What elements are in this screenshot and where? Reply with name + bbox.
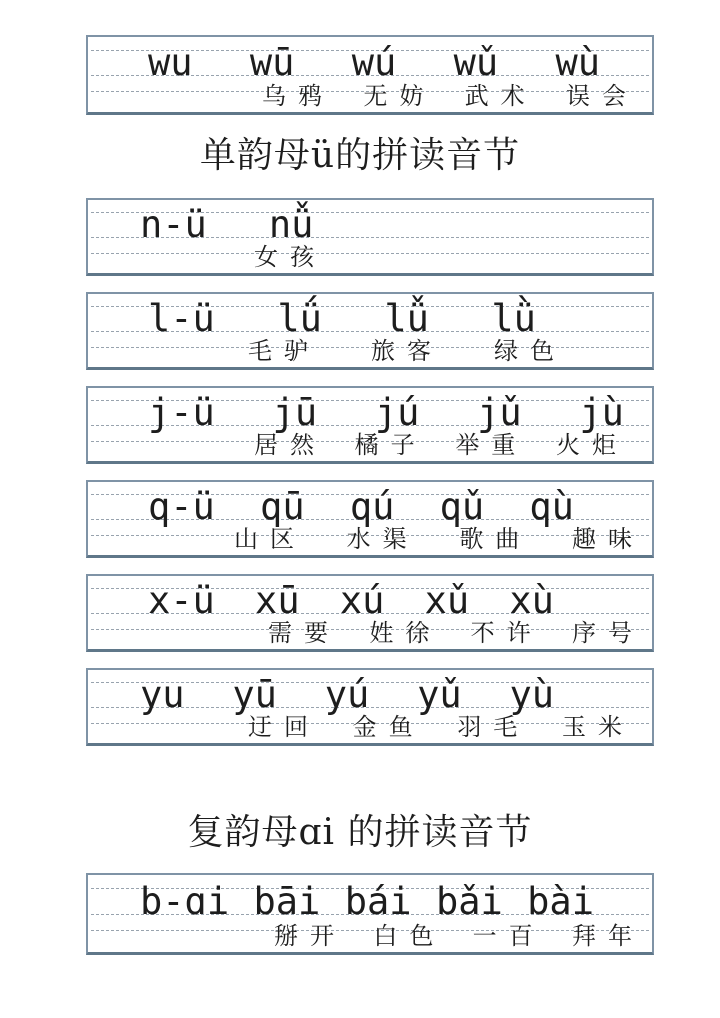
hanzi-word: 误会 — [565, 81, 638, 110]
hanzi-word: 趣味 — [571, 524, 644, 553]
syllable-row — [88, 482, 652, 529]
word-row — [88, 83, 652, 109]
hanzi-word: 女孩 — [254, 242, 326, 271]
hanzi-word: 武术 — [464, 81, 537, 110]
hanzi-word: 歌曲 — [459, 524, 532, 553]
hanzi-word: 居然 — [254, 430, 326, 459]
pinyin-syllable: wū — [249, 41, 295, 85]
word-row — [88, 620, 652, 646]
section-title-ai: 复韵母ɑi 的拼读音节 — [187, 812, 533, 853]
hanzi-word: 举重 — [455, 430, 528, 459]
pinyin-syllable: qū — [260, 485, 305, 529]
pinyin-syllable: n-ü — [140, 203, 207, 247]
pinyin-syllable: qǔ — [439, 485, 485, 529]
pinyin-syllable: wú — [351, 41, 397, 85]
pinyin-syllable: jú — [374, 391, 420, 435]
hanzi-word: 拜年 — [571, 921, 644, 950]
pinyin-syllable: yú — [324, 673, 370, 717]
hanzi-word: 绿色 — [494, 336, 566, 365]
pinyin-syllable: q-ü — [148, 485, 215, 529]
pinyin-syllable: lǜ — [491, 297, 536, 341]
section-title-u: 单韵母ü的拼读音节 — [199, 135, 521, 176]
pinyin-syllable: qú — [349, 485, 395, 529]
syllable-row — [88, 670, 652, 717]
pinyin-syllable: lǘ — [277, 297, 322, 341]
syllable-row — [88, 388, 652, 435]
hanzi-word: 羽毛 — [457, 712, 530, 741]
pinyin-syllable: bái — [344, 880, 412, 924]
hanzi-word: 玉米 — [561, 712, 634, 741]
pinyin-syllable: x-ü — [148, 579, 215, 623]
word-row — [88, 526, 652, 552]
hanzi-word: 白色 — [373, 921, 446, 950]
pinyin-syllable: l-ü — [148, 297, 215, 341]
hanzi-word: 迂回 — [248, 712, 320, 741]
pinyin-syllable: yù — [509, 673, 554, 717]
pinyin-syllable: bǎi — [435, 880, 503, 924]
syllable-row — [88, 576, 652, 623]
hanzi-word: 橘子 — [354, 430, 427, 459]
hanzi-word: 火炬 — [555, 430, 628, 459]
pinyin-syllable: wǔ — [453, 41, 499, 85]
word-row — [88, 714, 652, 740]
pinyin-box-lu — [86, 292, 654, 370]
pinyin-box-bai — [86, 873, 654, 955]
pinyin-box-nu — [86, 198, 654, 276]
pinyin-box-wu — [86, 35, 654, 115]
hanzi-word: 水渠 — [346, 524, 419, 553]
syllable-row — [88, 875, 652, 924]
pinyin-syllable: xū — [255, 579, 300, 623]
pinyin-syllable: lǚ — [384, 297, 429, 341]
word-row — [88, 432, 652, 458]
pinyin-syllable: bài — [527, 880, 594, 924]
pinyin-box-qu — [86, 480, 654, 558]
hanzi-word: 不许 — [470, 618, 543, 647]
pinyin-box-xu — [86, 574, 654, 652]
pinyin-syllable: b-ɑi — [140, 880, 230, 924]
pinyin-syllable: xǔ — [424, 579, 470, 623]
pinyin-syllable: j-ü — [148, 391, 215, 435]
hanzi-word: 金鱼 — [352, 712, 425, 741]
hanzi-word: 序号 — [571, 618, 644, 647]
syllable-row — [88, 37, 652, 85]
syllable-row — [88, 294, 652, 341]
hanzi-word: 姓徐 — [369, 618, 442, 647]
hanzi-word: 旅客 — [371, 336, 443, 365]
pinyin-syllable: bāi — [253, 880, 321, 924]
hanzi-word: 无妨 — [363, 81, 436, 110]
hanzi-word: 山区 — [234, 524, 306, 553]
hanzi-word: 需要 — [268, 618, 340, 647]
pinyin-syllable: wu — [148, 41, 193, 85]
pinyin-syllable: qù — [529, 485, 574, 529]
pinyin-syllable: jǔ — [477, 391, 522, 435]
pinyin-syllable: nǚ — [268, 203, 314, 247]
word-row — [88, 244, 652, 270]
syllable-row — [88, 200, 652, 247]
pinyin-syllable: yu — [140, 673, 185, 717]
pinyin-syllable: yǔ — [417, 673, 462, 717]
hanzi-word: 掰开 — [274, 921, 346, 950]
hanzi-word: 毛驴 — [248, 336, 320, 365]
word-row — [88, 923, 652, 949]
pinyin-box-ju — [86, 386, 654, 464]
hanzi-word: 一百 — [472, 921, 545, 950]
pinyin-syllable: jù — [579, 391, 624, 435]
pinyin-syllable: xù — [509, 579, 554, 623]
pinyin-box-yu — [86, 668, 654, 746]
pinyin-syllable: wù — [555, 41, 600, 85]
pinyin-syllable: xú — [339, 579, 385, 623]
pinyin-syllable: yū — [232, 673, 277, 717]
hanzi-word: 乌鸦 — [262, 81, 334, 110]
word-row — [88, 338, 652, 364]
pinyin-syllable: jū — [272, 391, 318, 435]
